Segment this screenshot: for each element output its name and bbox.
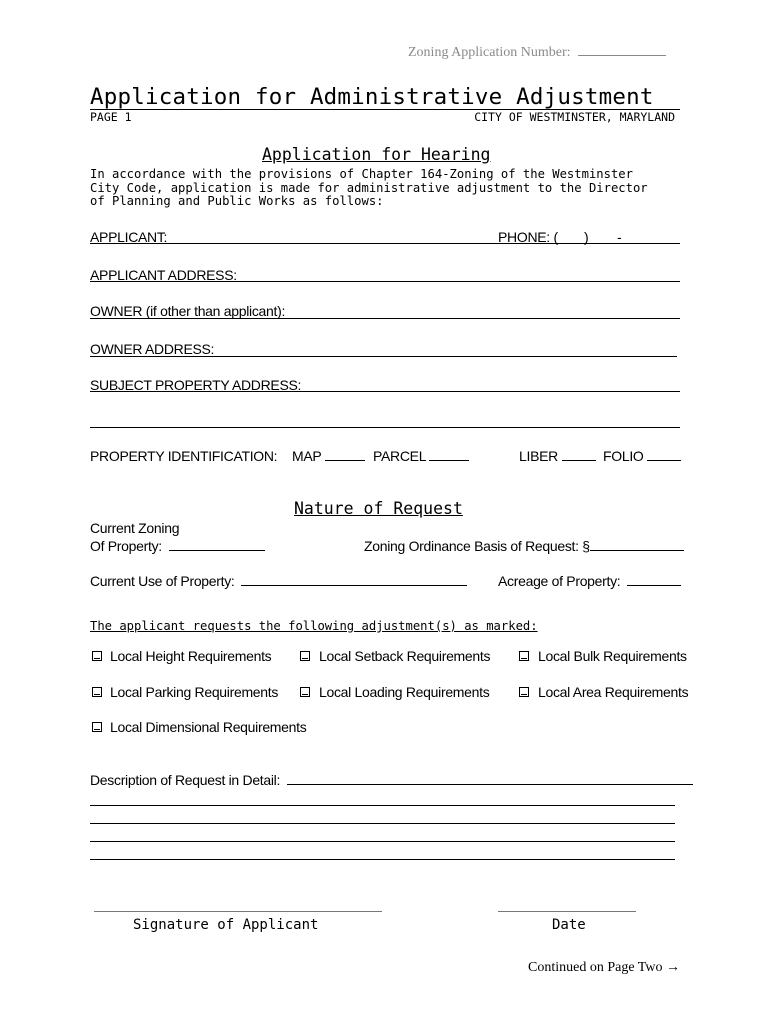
liber-field	[519, 448, 596, 464]
phone-dash: -	[617, 229, 622, 245]
liber-blank[interactable]	[562, 460, 596, 461]
owner-label: OWNER (if other than applicant):	[90, 303, 286, 319]
intro-paragraph	[90, 168, 648, 209]
liber-label: LIBER	[519, 448, 558, 464]
height-checkbox[interactable]	[92, 651, 102, 661]
acreage-label: Acreage of Property:	[498, 573, 621, 589]
parking-option-label: Local Parking Requirements	[110, 684, 279, 700]
current-zoning-label-2: Of Property:	[90, 538, 162, 554]
description-line[interactable]	[90, 805, 675, 806]
owner-line[interactable]	[90, 318, 680, 319]
folio-label: FOLIO	[603, 448, 644, 464]
area-checkbox[interactable]	[519, 687, 529, 697]
signature-line[interactable]	[94, 911, 382, 912]
description-blank[interactable]	[287, 784, 693, 785]
dimensional-option-label: Local Dimensional Requirements	[110, 719, 307, 735]
hearing-heading: Application for Hearing	[262, 145, 491, 164]
subject-property-label: SUBJECT PROPERTY ADDRESS:	[90, 377, 302, 393]
phone-close-paren: )	[584, 229, 589, 245]
requests-intro: The applicant requests the following adjustment(s) as marked:	[90, 619, 538, 633]
folio-blank[interactable]	[647, 460, 681, 461]
city-label: CITY OF WESTMINSTER, MARYLAND	[474, 110, 675, 124]
intro-line: City Code, application is made for administrative adjustment to the Director	[90, 180, 648, 195]
intro-line: In accordance with the provisions of Chapter 164-Zoning of the Westminster	[90, 167, 633, 181]
map-field	[292, 448, 365, 464]
date-label: Date	[552, 917, 586, 933]
form-title: Application for Administrative Adjustment	[90, 84, 654, 110]
loading-option-label: Local Loading Requirements	[319, 684, 490, 700]
parcel-field	[373, 448, 469, 464]
applicant-address-label: APPLICANT ADDRESS:	[90, 267, 237, 283]
setback-checkbox[interactable]	[300, 651, 310, 661]
description-line[interactable]	[90, 823, 675, 824]
owner-address-label: OWNER ADDRESS:	[90, 341, 215, 357]
applicant-line[interactable]	[90, 243, 680, 244]
applicant-address-line[interactable]	[90, 281, 680, 282]
area-option-label: Local Area Requirements	[538, 684, 689, 700]
folio-field	[603, 448, 681, 464]
subject-property-line-2[interactable]	[90, 427, 680, 428]
ordinance-basis-field	[364, 538, 684, 554]
description-label: Description of Request in Detail:	[90, 772, 281, 788]
loading-checkbox[interactable]	[300, 687, 310, 697]
zoning-application-number	[408, 45, 666, 61]
parcel-blank[interactable]	[429, 460, 469, 461]
description-line[interactable]	[90, 841, 675, 842]
owner-address-line[interactable]	[90, 356, 677, 357]
bulk-option-label: Local Bulk Requirements	[538, 648, 687, 664]
setback-option-label: Local Setback Requirements	[319, 648, 491, 664]
parcel-label: PARCEL	[373, 448, 426, 464]
continued-note: Continued on Page Two →	[528, 960, 680, 975]
current-use-field	[90, 573, 467, 589]
current-zoning-blank[interactable]	[169, 550, 265, 551]
ordinance-basis-label: Zoning Ordinance Basis of Request: §	[364, 538, 590, 554]
map-label: MAP	[292, 448, 322, 464]
acreage-blank[interactable]	[627, 585, 681, 586]
current-use-label: Current Use of Property:	[90, 573, 235, 589]
parking-checkbox[interactable]	[92, 687, 102, 697]
signature-label: Signature of Applicant	[133, 917, 319, 933]
nature-heading: Nature of Request	[294, 499, 463, 518]
acreage-field	[498, 573, 681, 589]
current-use-blank[interactable]	[241, 585, 467, 586]
zoning-number-blank[interactable]	[578, 55, 666, 56]
description-line[interactable]	[90, 859, 675, 860]
applicant-label: APPLICANT:	[90, 229, 168, 245]
zoning-number-label: Zoning Application Number:	[408, 45, 571, 60]
ordinance-basis-blank[interactable]	[590, 550, 684, 551]
map-blank[interactable]	[325, 460, 365, 461]
dimensional-checkbox[interactable]	[92, 722, 102, 732]
description-field	[90, 772, 693, 788]
height-option-label: Local Height Requirements	[110, 648, 272, 664]
phone-label: PHONE: (	[498, 229, 558, 245]
page-label: PAGE 1	[90, 110, 132, 124]
date-line[interactable]	[498, 911, 636, 912]
bulk-checkbox[interactable]	[519, 651, 529, 661]
intro-line: of Planning and Public Works as follows:	[90, 194, 384, 208]
property-id-label: PROPERTY IDENTIFICATION:	[90, 448, 278, 464]
current-zoning-field	[90, 538, 265, 554]
subject-property-line[interactable]	[90, 391, 680, 392]
current-zoning-label-1: Current Zoning	[90, 520, 180, 536]
